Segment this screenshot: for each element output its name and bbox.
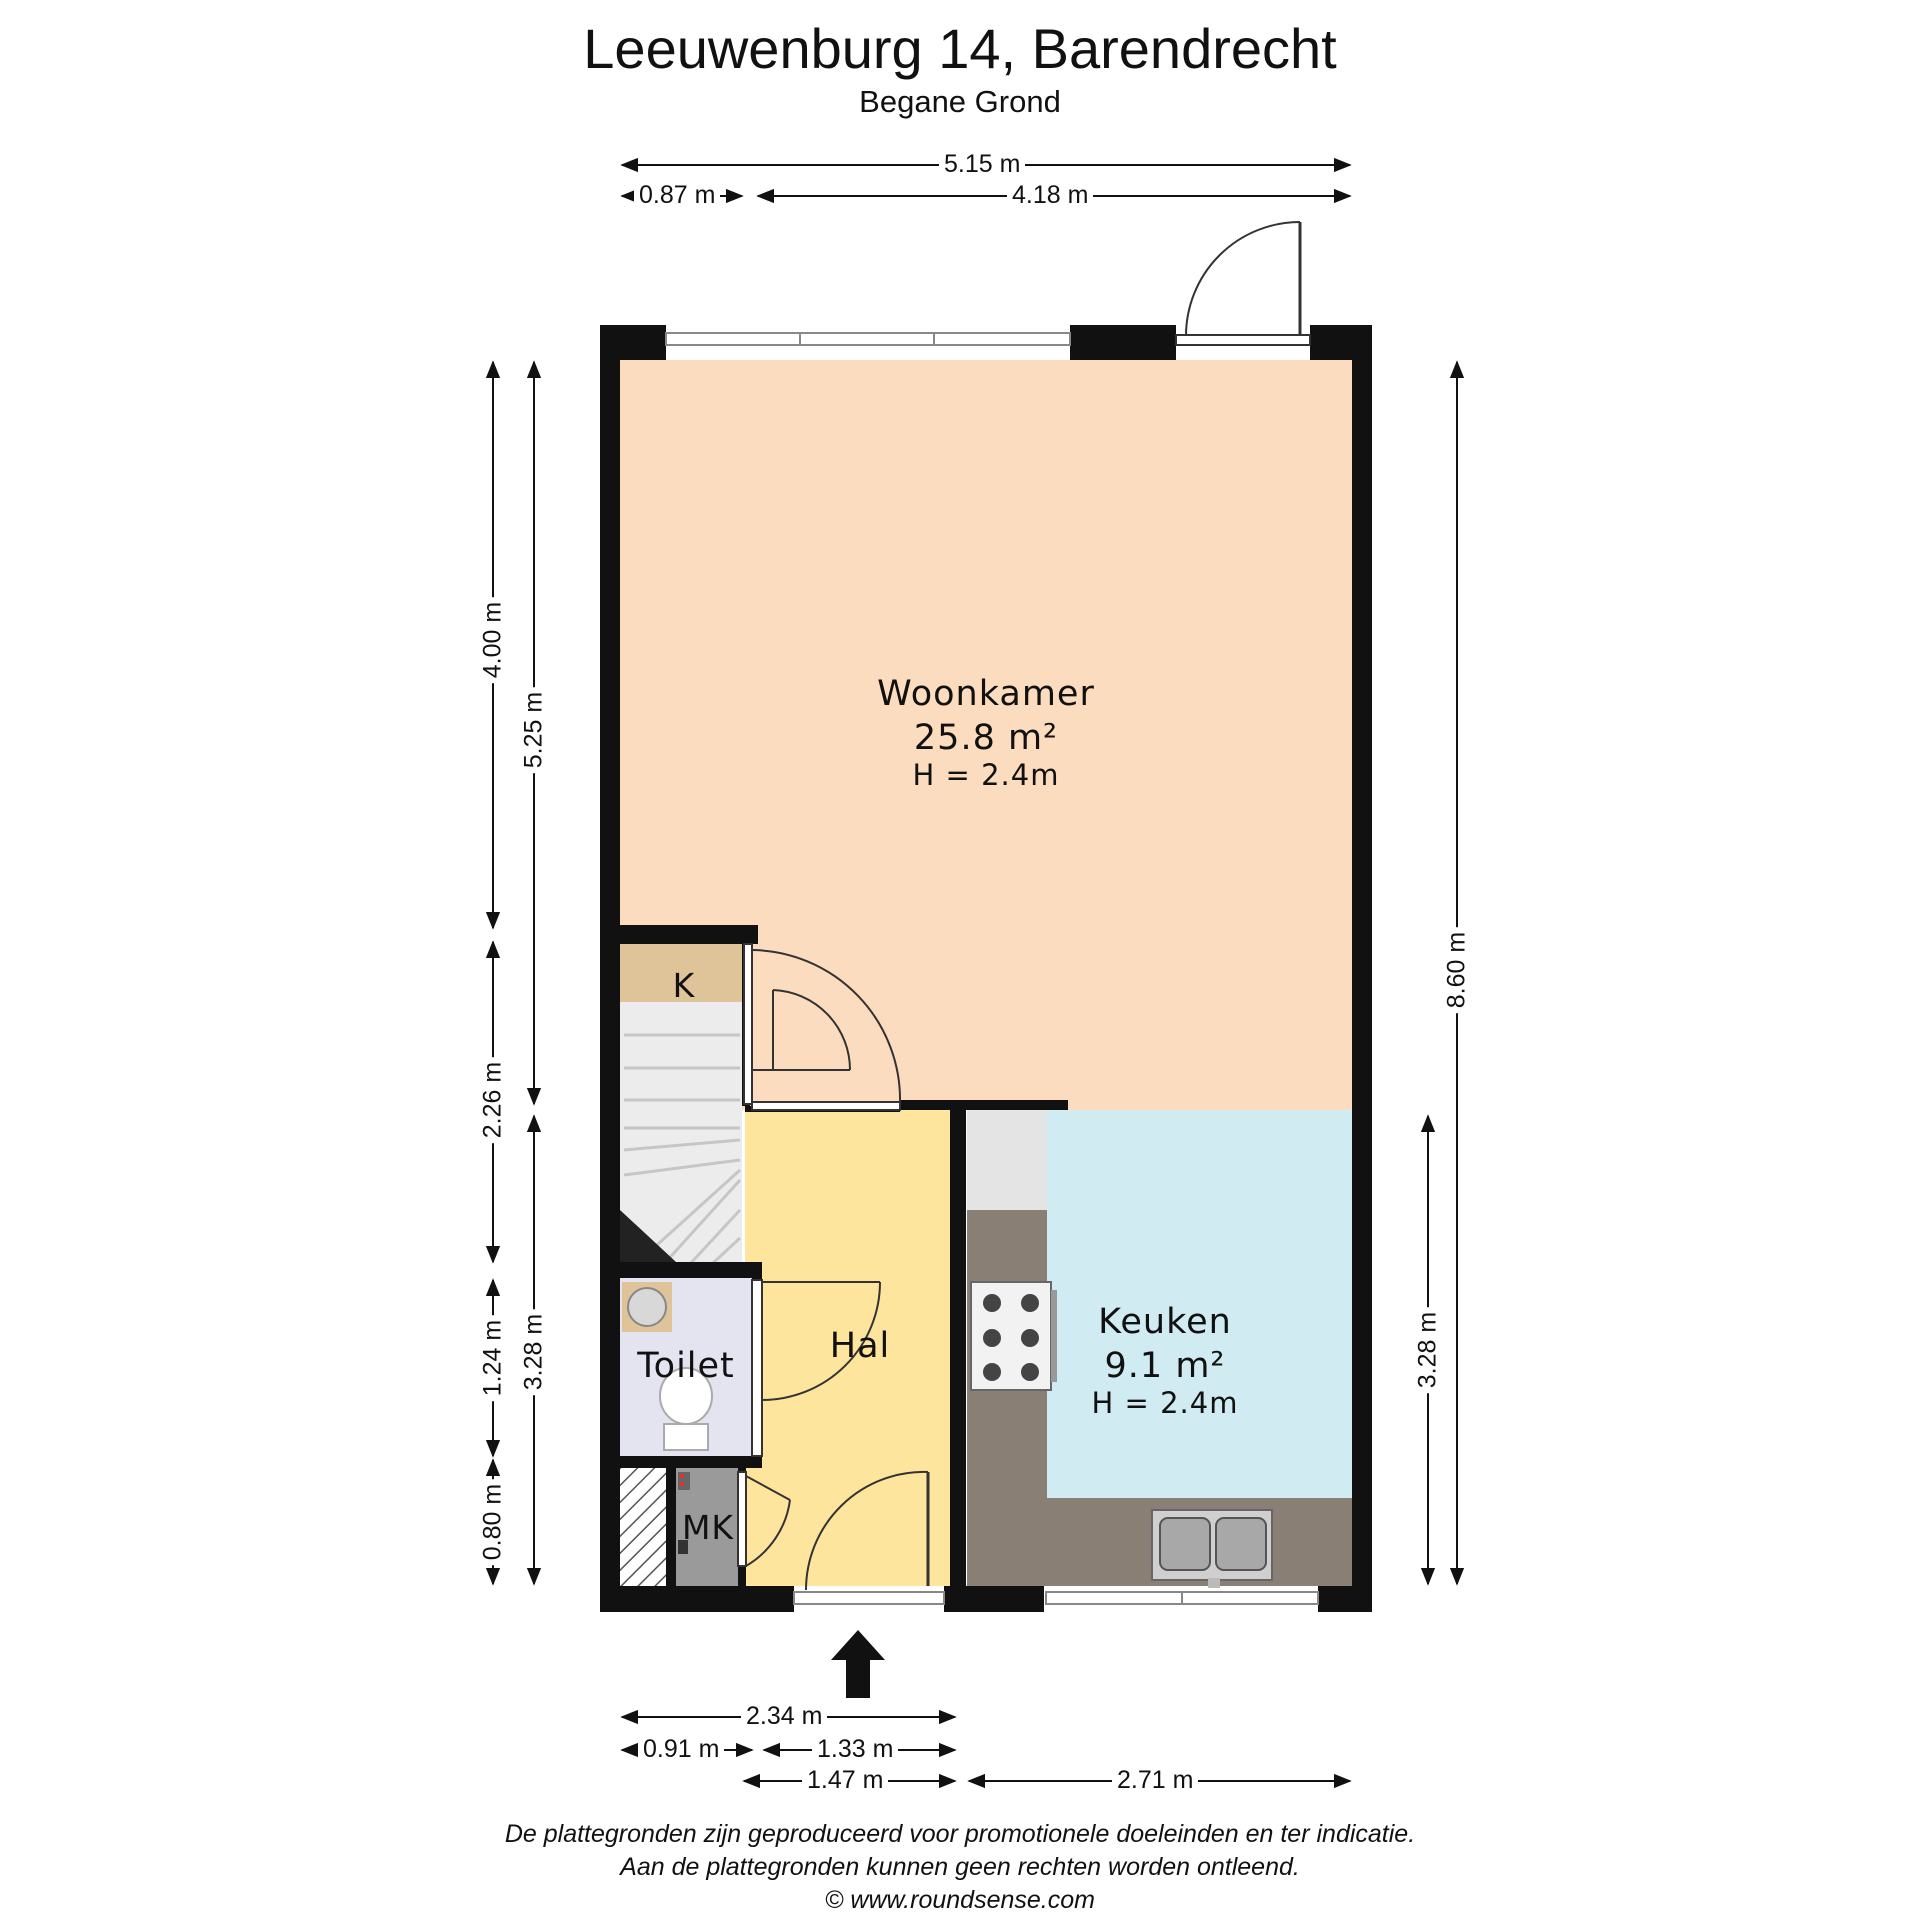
room-height: H = 2.4m [1091, 1386, 1239, 1420]
dim-left-outer-stairs: 2.26 m [479, 1057, 508, 1143]
dim-top-total: 5.15 m [939, 150, 1025, 179]
room-label-hal: Hal [829, 1326, 891, 1366]
dim-right-total: 8.60 m [1443, 927, 1472, 1013]
dim-left-inner-bottom: 3.28 m [520, 1309, 549, 1395]
room-name: Woonkamer [877, 674, 1095, 714]
room-name: Keuken [1098, 1302, 1232, 1342]
disclaimer-line-1: De plattegronden zijn geproduceerd voor promotionele doeleinden en ter indicatie. [504, 1820, 1416, 1848]
entrance-arrow-icon [831, 1630, 885, 1698]
room-area: 9.1 m² [1104, 1346, 1226, 1386]
dim-left-inner-top: 5.25 m [520, 687, 549, 773]
washbasin-icon [622, 1282, 672, 1332]
dim-left-outer-top: 4.00 m [479, 597, 508, 683]
staircase [620, 1002, 742, 1266]
dim-left-outer-toilet: 1.24 m [479, 1315, 508, 1401]
disclaimer-line-2: Aan de plattegronden kunnen geen rechten worden ontleend. [620, 1853, 1300, 1881]
room-height: H = 2.4m [912, 758, 1060, 792]
room-label-meterkast: MK [681, 1508, 735, 1547]
dim-right-kitchen: 3.28 m [1414, 1307, 1443, 1393]
room-label-keuken [1050, 1302, 1280, 1420]
dim-left-outer-mk: 0.80 m [479, 1479, 508, 1565]
room-label-kast: K [672, 966, 696, 1005]
dim-bottom-total-left: 2.34 m [741, 1702, 827, 1731]
page-subtitle: Begane Grond [859, 84, 1061, 119]
room-label-woonkamer [836, 674, 1136, 792]
dim-bottom-mk: 0.91 m [638, 1735, 724, 1764]
dim-top-left: 0.87 m [634, 181, 720, 210]
copyright-line: © www.roundsense.com [825, 1886, 1095, 1914]
stove-icon [971, 1282, 1057, 1390]
page-title: Leeuwenburg 14, Barendrecht [583, 17, 1337, 80]
dim-bottom-kitchen: 2.71 m [1112, 1766, 1198, 1795]
room-label-toilet: Toilet [637, 1346, 735, 1386]
hatched-shaft [620, 1468, 666, 1586]
sink-icon [1152, 1510, 1272, 1588]
room-area: 25.8 m² [913, 718, 1059, 758]
dim-top-right: 4.18 m [1007, 181, 1093, 210]
dim-bottom-hal: 1.33 m [812, 1735, 898, 1764]
dim-bottom-hal2: 1.47 m [802, 1766, 888, 1795]
